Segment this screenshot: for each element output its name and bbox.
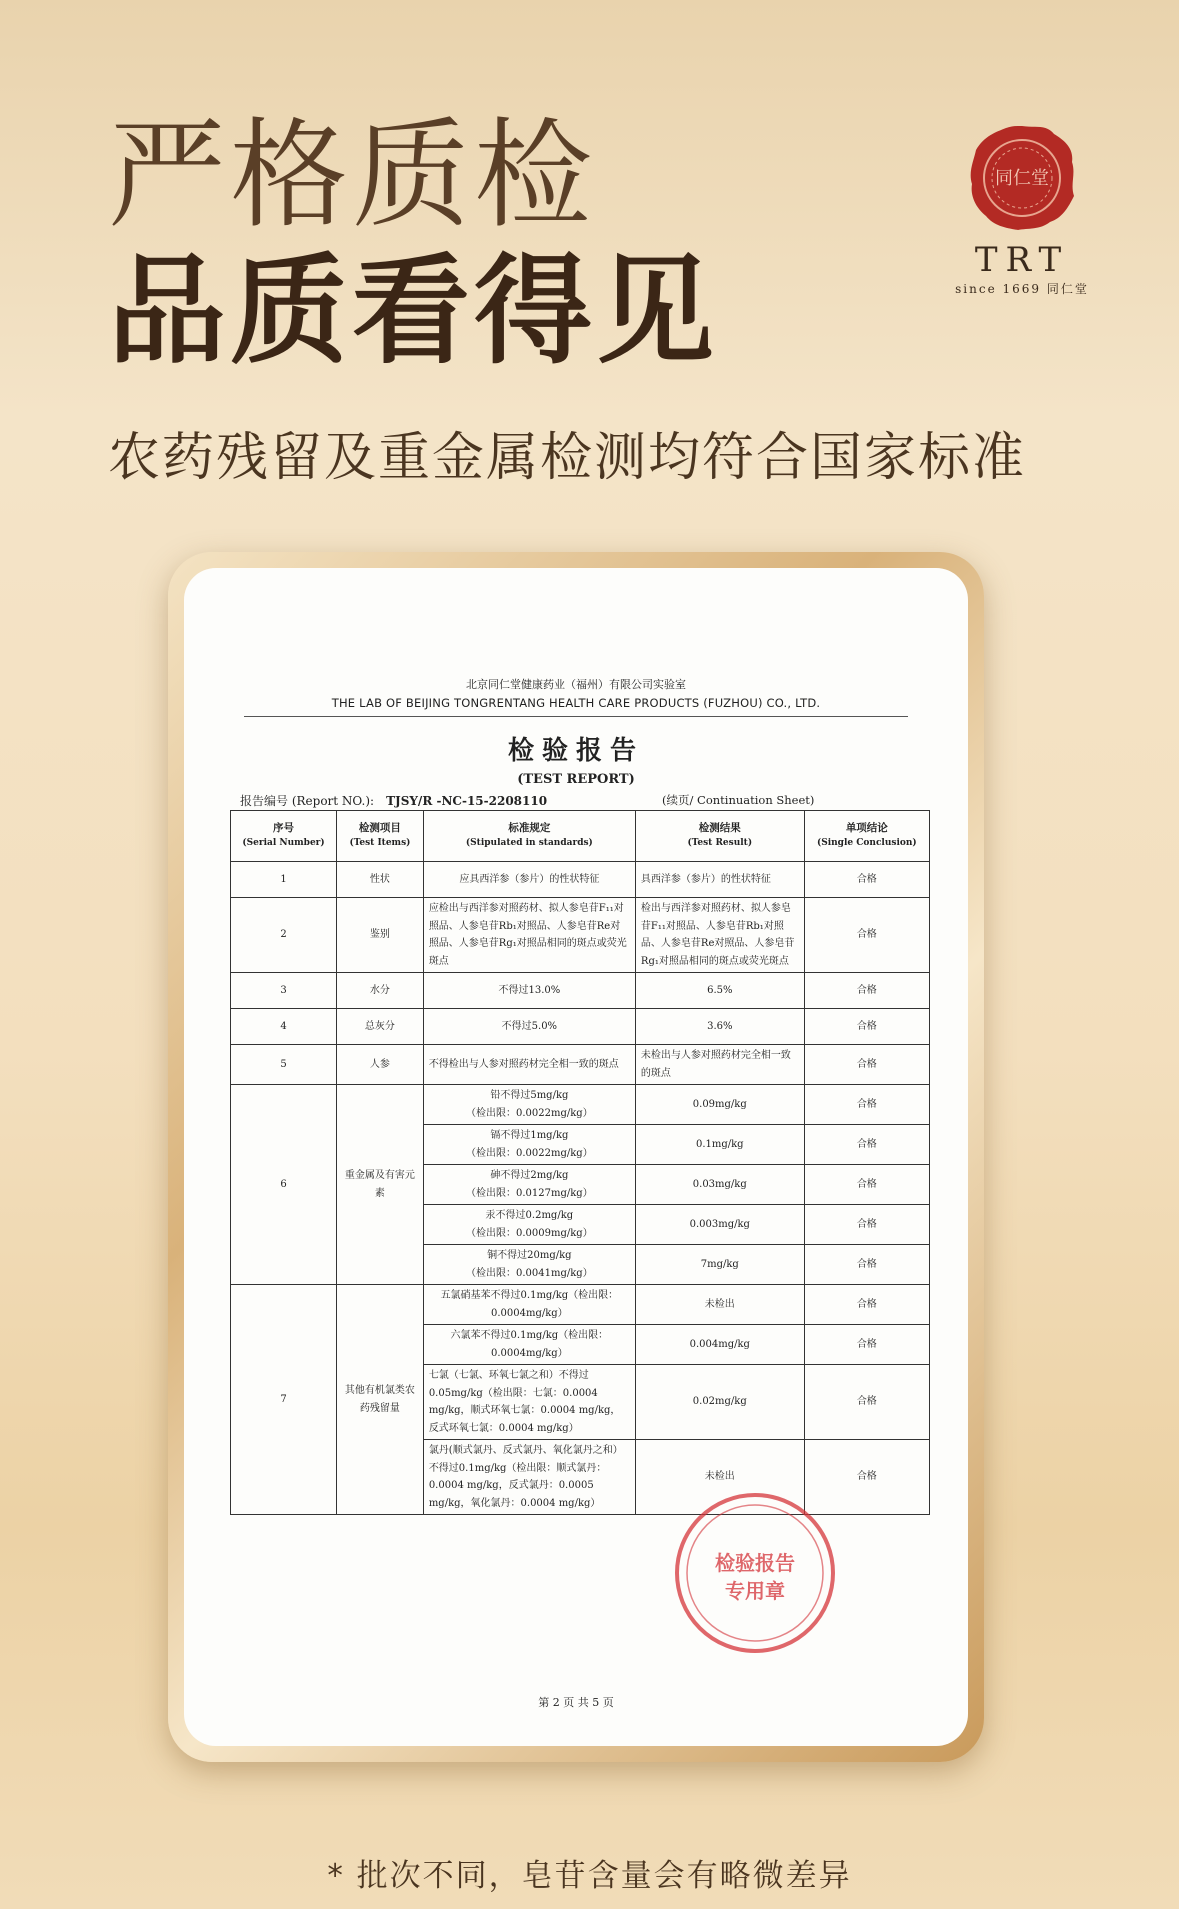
- table-row: 汞不得过0.2mg/kg （检出限：0.0009mg/kg） 0.003mg/kg 合格: [231, 1205, 930, 1245]
- headline-strict-inspection: 严格质检: [108, 106, 597, 244]
- table-row: 七氯（七氯、环氧七氯之和）不得过0.05mg/kg（检出限：七氯：0.0004 mg/kg，顺式环氧七氯：0.0004 mg/kg，反式环氧七氯：0.0004 mg/kg） 0.02mg/kg 合格: [231, 1365, 930, 1440]
- table-row: 铜不得过20mg/kg （检出限：0.0041mg/kg） 7mg/kg 合格: [231, 1245, 930, 1285]
- test-report-document: [184, 568, 968, 1746]
- table-row: 镉不得过1mg/kg （检出限：0.0022mg/kg） 0.1mg/kg 合格: [231, 1125, 930, 1165]
- table-row: 2 鉴别 应检出与西洋参对照药材、拟人参皂苷F₁₁对照品、人参皂苷Rb₁对照品、人参皂苷Re对照品、人参皂苷Rg₁对照品相同的斑点或荧光斑点 检出与西洋参对照药材、拟人参皂苷F₁₁对照品、人参皂苷Rb₁对照品、人参皂苷Re对照品、人参皂苷Rg₁对照品相同的斑点或荧光斑点 合格: [231, 898, 930, 973]
- col-header-result: 检测结果 (Test Result): [635, 811, 804, 862]
- col-header-standard: 标准规定 (Stipulated in standards): [423, 811, 635, 862]
- table-row: 六氯苯不得过0.1mg/kg（检出限：0.0004mg/kg） 0.004mg/kg 合格: [231, 1325, 930, 1365]
- lab-name-en: THE LAB OF BEIJING TONGRENTANG HEALTH CARE PRODUCTS (FUZHOU) CO., LTD.: [331, 696, 821, 710]
- table-row: 6 重金属及有害元素 铅不得过5mg/kg （检出限：0.0022mg/kg） 0.09mg/kg 合格: [231, 1085, 930, 1125]
- table-row: 氯丹(顺式氯丹、反式氯丹、氧化氯丹之和）不得过0.1mg/kg（检出限：顺式氯丹：0.0004 mg/kg，反式氯丹：0.0005 mg/kg，氧化氯丹：0.0004 mg/kg） 未检出 合格: [231, 1440, 930, 1515]
- brand-since: since 1669 同仁堂: [955, 282, 1089, 296]
- col-header-item: 检测项目 (Test Items): [337, 811, 424, 862]
- table-header-row: [231, 811, 930, 862]
- table-row: 1 性状 应具西洋参（参片）的性状特征 具西洋参（参片）的性状特征 合格: [231, 862, 930, 898]
- brand-logo: [952, 122, 1092, 297]
- report-title-en: (TEST REPORT): [517, 772, 635, 787]
- seal-text: 同仁堂: [995, 168, 1049, 189]
- col-header-serial: 序号 (Serial Number): [231, 811, 337, 862]
- subtitle: 农药残留及重金属检测均符合国家标准: [108, 428, 1027, 488]
- table-row: 砷不得过2mg/kg （检出限：0.0127mg/kg） 0.03mg/kg 合格: [231, 1165, 930, 1205]
- report-number: [240, 792, 547, 809]
- wax-seal-icon: [966, 122, 1078, 234]
- page-number: 第 2 页 共 5 页: [538, 1696, 614, 1709]
- test-results-table: [230, 810, 930, 1515]
- footnote: * 批次不同，皂苷含量会有略微差异: [327, 1858, 852, 1894]
- stamp-line2: 专用章: [725, 1579, 785, 1603]
- report-number-value: TJSY/R -NC-15-2208110: [386, 794, 548, 808]
- table-row: 5 人参 不得检出与人参对照药材完全相一致的斑点 未检出与人参对照药材完全相一致的斑点 合格: [231, 1045, 930, 1085]
- table-row: 7 其他有机氯类农药残留量 五氯硝基苯不得过0.1mg/kg（检出限：0.0004mg/kg） 未检出 合格: [231, 1285, 930, 1325]
- brand-name: TRT: [974, 240, 1070, 280]
- headline-quality-visible: 品质看得见: [108, 242, 719, 380]
- report-title-cn: 检验报告: [507, 736, 644, 766]
- table-row: 4 总灰分 不得过5.0% 3.6% 合格: [231, 1009, 930, 1045]
- header-rule: [244, 716, 908, 717]
- lab-name-cn: 北京同仁堂健康药业（福州）有限公司实验室: [466, 678, 686, 691]
- report-frame: [168, 552, 984, 1762]
- continuation-sheet: (续页/ Continuation Sheet): [662, 793, 815, 807]
- table-row: 3 水分 不得过13.0% 6.5% 合格: [231, 973, 930, 1009]
- report-number-label: 报告编号 (Report NO.):: [240, 794, 375, 808]
- stamp-line1: 检验报告: [715, 1551, 795, 1575]
- col-header-conclusion: 单项结论 (Single Conclusion): [804, 811, 929, 862]
